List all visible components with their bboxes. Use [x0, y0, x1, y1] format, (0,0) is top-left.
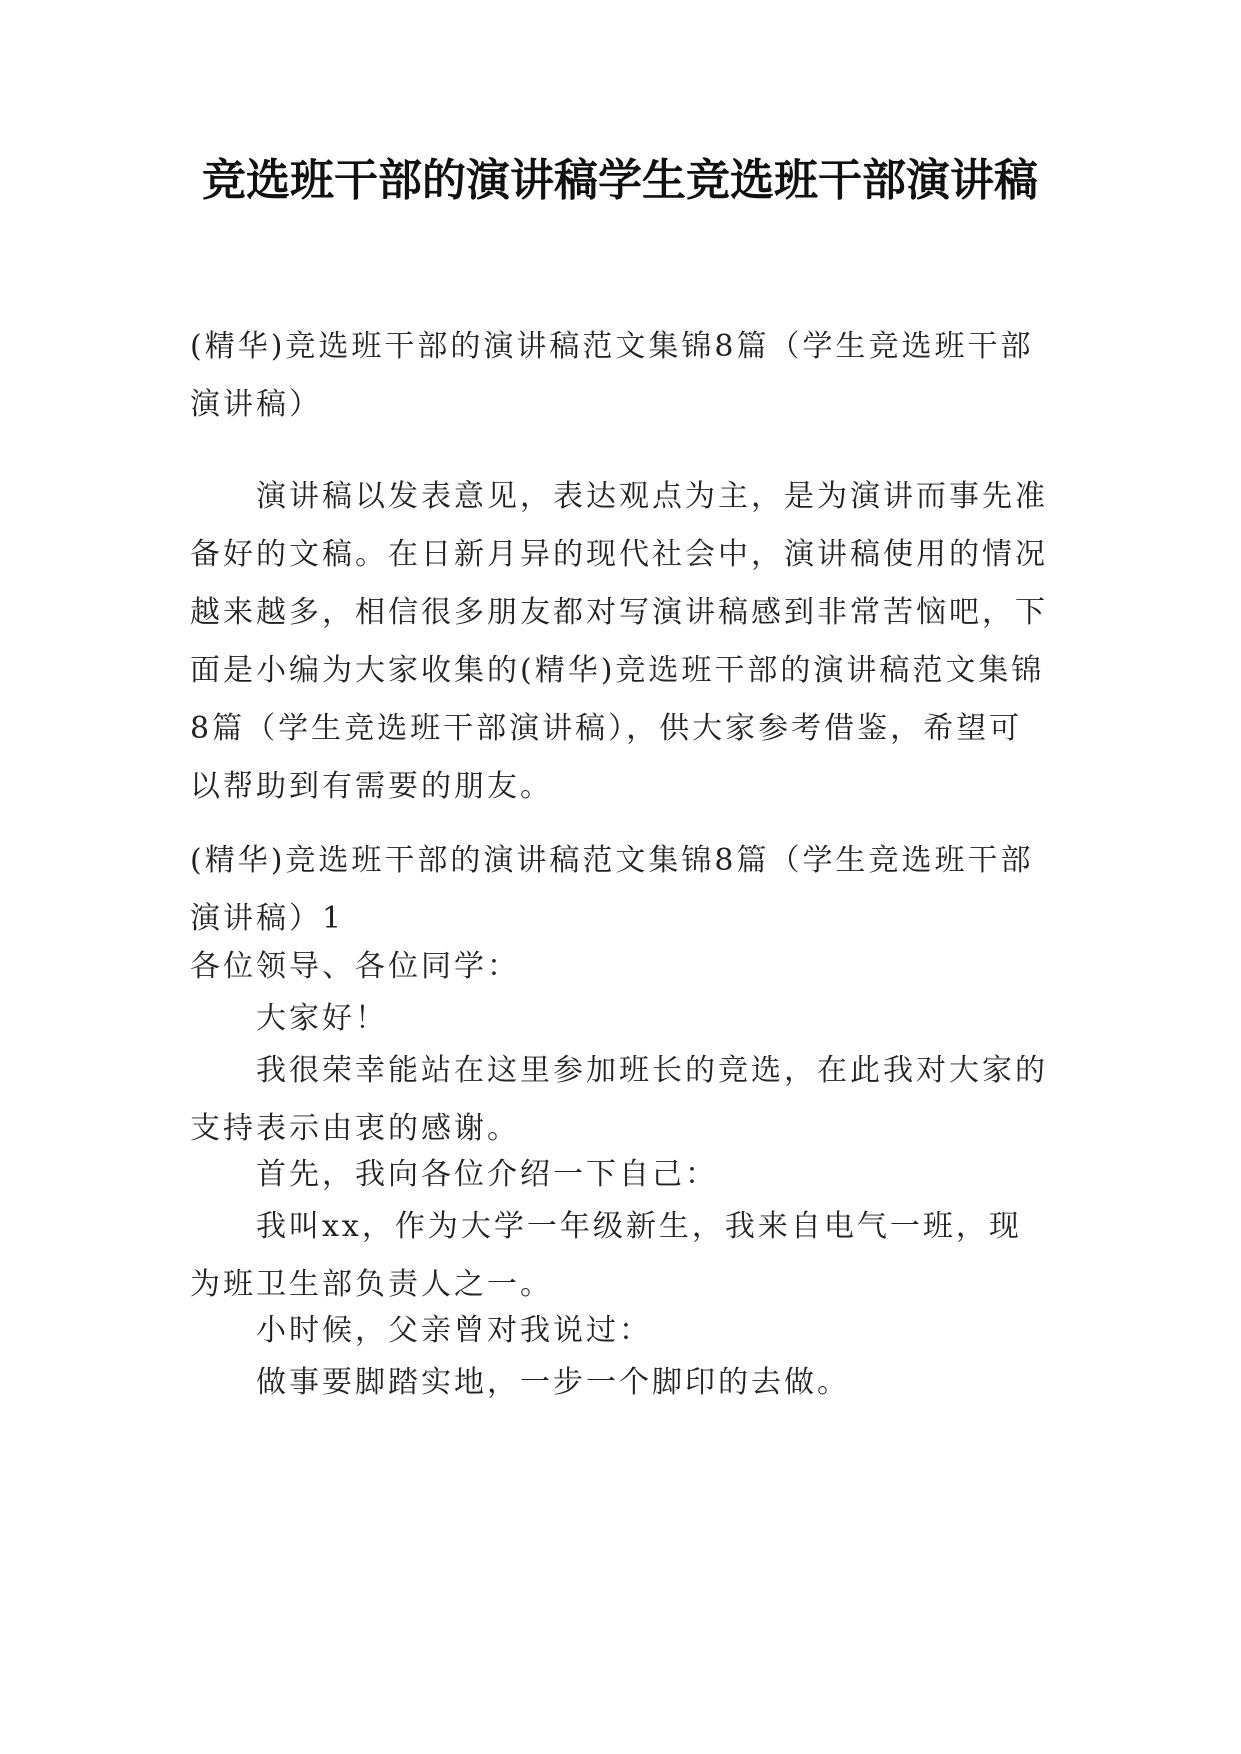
speech-paragraph-3: 我叫xx，作为大学一年级新生，我来自电气一班，现为班卫生部负责人之一。: [190, 1209, 1022, 1302]
speech-paragraph-4: 小时候，父亲曾对我说过：: [256, 1313, 652, 1348]
salutation: 各位领导、各位同学：: [190, 949, 520, 984]
speech-paragraph-1: 我很荣幸能站在这里参加班长的竞选，在此我对大家的支持表示由衷的感谢。: [190, 1053, 1048, 1146]
greeting: 大家好！: [256, 1001, 388, 1036]
speech-paragraph-5: 做事要脚踏实地，一步一个脚印的去做。: [256, 1365, 850, 1400]
intro-paragraph: 演讲稿以发表意见，表达观点为主，是为演讲而事先准备好的文稿。在日新月异的现代社会中，演讲稿使用的情况越来越多，相信很多朋友都对写演讲稿感到非常苦恼吧，下面是小编为大家收集的(精华)竞选班干部的演讲稿范文集锦8篇（学生竞选班干部演讲稿），供大家参考借鉴，希望可以帮助到有需要的朋友。: [190, 479, 1048, 804]
section-heading: (精华)竞选班干部的演讲稿范文集锦8篇（学生竞选班干部演讲稿）1: [190, 843, 1034, 936]
document-title: 竞选班干部的演讲稿学生竞选班干部演讲稿: [202, 155, 1038, 206]
subtitle: (精华)竞选班干部的演讲稿范文集锦8篇（学生竞选班干部演讲稿）: [190, 329, 1034, 422]
speech-paragraph-2: 首先，我向各位介绍一下自己：: [256, 1157, 718, 1192]
